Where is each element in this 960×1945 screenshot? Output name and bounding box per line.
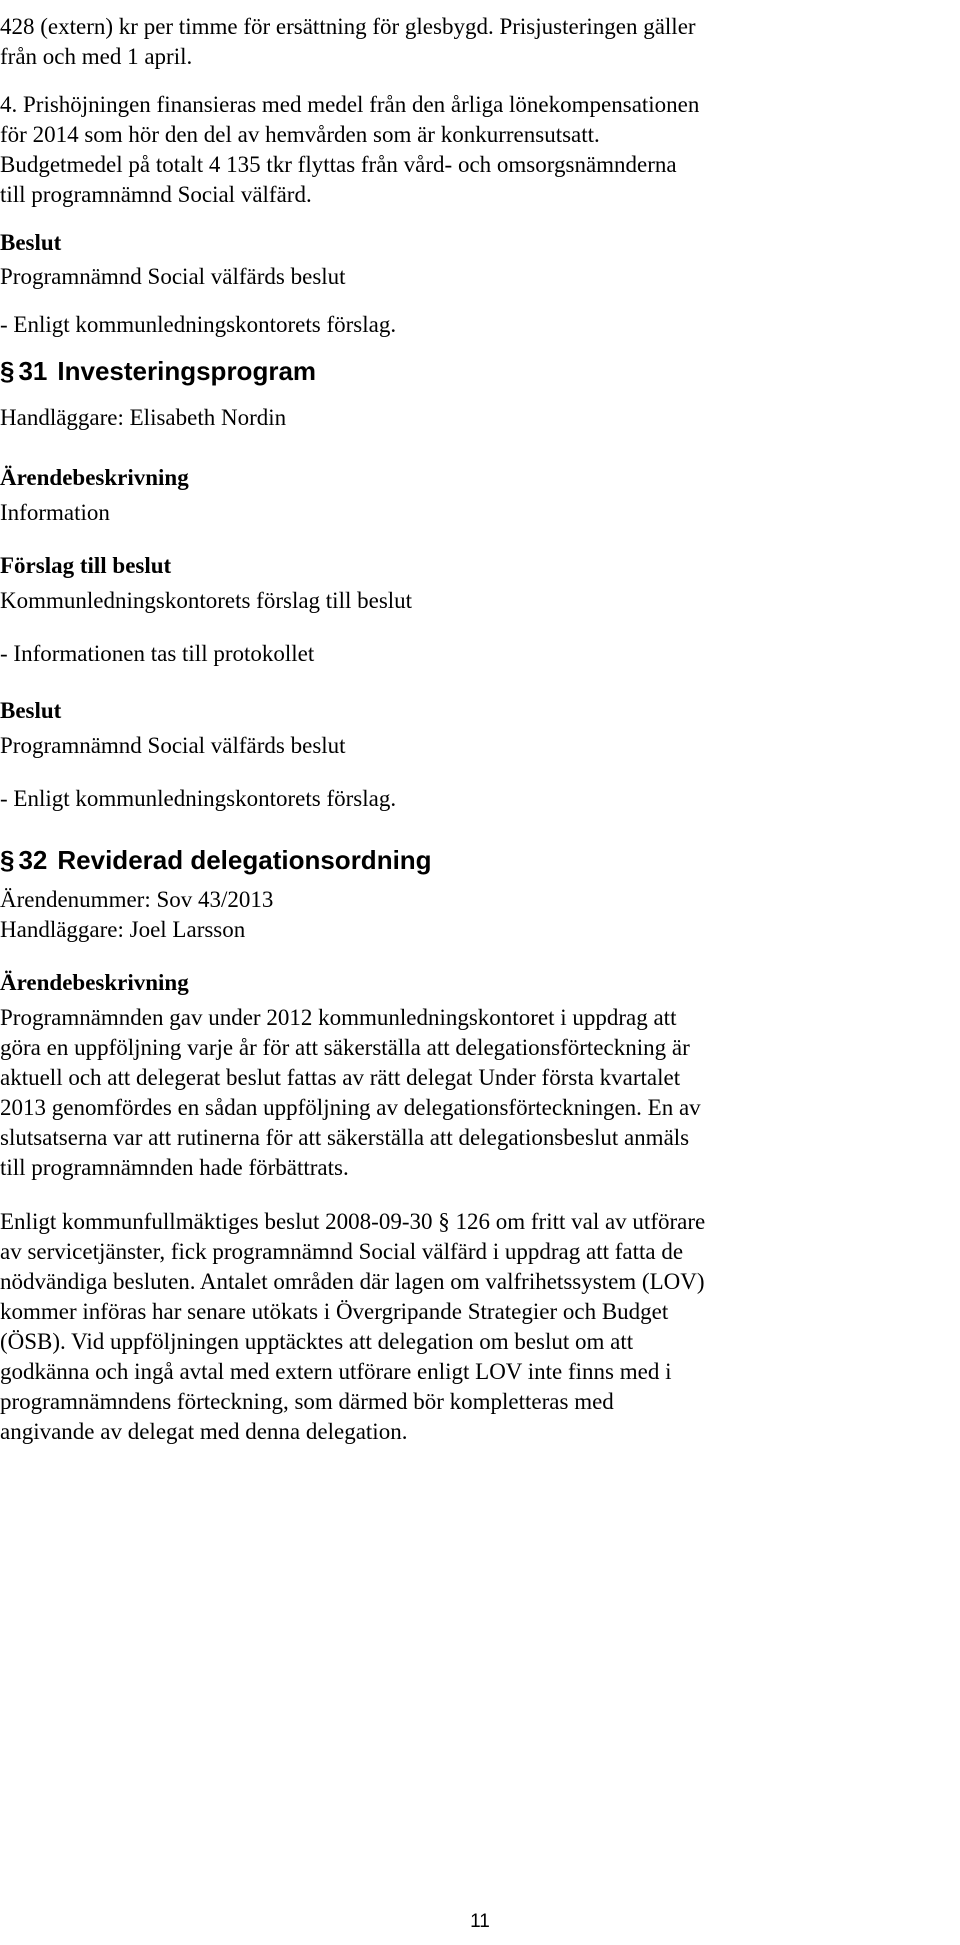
para1-line: slutsatserna var att rutinerna för att säkerställa att delegationsbeslut anmäls — [0, 1125, 690, 1150]
para1-line: till programnämnden hade förbättrats. — [0, 1155, 349, 1180]
paragraph-symbol: § — [0, 845, 15, 875]
intro-line-2: från och med 1 april. — [0, 44, 193, 69]
page-number: 11 — [470, 1911, 490, 1932]
para2-line: (ÖSB). Vid uppföljningen upptäcktes att delegation om beslut om att — [0, 1329, 634, 1354]
para2-line: angivande av delegat med denna delegation. — [0, 1419, 408, 1444]
section-31-beslut-heading: Beslut — [0, 698, 62, 723]
para1-line: Programnämnden gav under 2012 kommunledningskontoret i uppdrag att — [0, 1005, 677, 1030]
para2-line: programnämndens förteckning, som därmed bör kompletteras med — [0, 1389, 614, 1414]
section-number: 31 — [18, 356, 48, 386]
section-32-arende-heading: Ärendebeskrivning — [0, 970, 189, 995]
para2-line: kommer införas har senare utökats i Övergripande Strategier och Budget — [0, 1299, 669, 1324]
item4-line-3: Budgetmedel på totalt 4 135 tkr flyttas från vård- och omsorgsnämnderna — [0, 152, 677, 177]
item4-line-4: till programnämnd Social välfärd. — [0, 182, 312, 207]
item4-line-1: 4. Prishöjningen finansieras med medel från den årliga lönekompensationen — [0, 92, 700, 117]
para1-line: 2013 genomfördes en sådan uppföljning av delegationsförteckningen. En av — [0, 1095, 701, 1120]
paragraph-symbol: § — [0, 356, 15, 386]
section-31-beslut-body: Programnämnd Social välfärds beslut — [0, 733, 346, 758]
section-31-heading — [0, 354, 316, 388]
para1-line: göra en uppföljning varje år för att säkerställa att delegationsförteckning är — [0, 1035, 690, 1060]
intro-line-1: 428 (extern) kr per timme för ersättning för glesbygd. Prisjusteringen gäller — [0, 14, 696, 39]
paragraph-symbol: § — [438, 1209, 450, 1234]
section-31-arende-heading: Ärendebeskrivning — [0, 465, 189, 490]
para1-line: aktuell och att delegerat beslut fattas av rätt delegat Under första kvartalet — [0, 1065, 681, 1090]
section-31-forslag-heading: Förslag till beslut — [0, 553, 172, 578]
beslut-decision: - Enligt kommunledningskontorets förslag. — [0, 312, 397, 337]
para2-line-first — [0, 1207, 705, 1237]
section-number: 32 — [18, 845, 48, 875]
item4-line-2: för 2014 som hör den del av hemvården som är konkurrensutsatt. — [0, 122, 600, 147]
section-31-forslag-item: - Informationen tas till protokollet — [0, 641, 315, 666]
section-title: Investeringsprogram — [57, 356, 317, 386]
section-31-forslag-body: Kommunledningskontorets förslag till beslut — [0, 588, 413, 613]
section-31-arende-body: Information — [0, 500, 110, 525]
section-31-handlaggare: Handläggare: Elisabeth Nordin — [0, 405, 287, 430]
section-title: Reviderad delegationsordning — [57, 845, 432, 875]
para2-first-before: Enligt kommunfullmäktiges beslut 2008-09-30 — [0, 1209, 433, 1234]
section-32-heading — [0, 843, 432, 877]
para2-first-after: 126 om fritt val av utförare — [455, 1209, 706, 1234]
beslut-heading: Beslut — [0, 230, 62, 255]
section-32-arendenummer: Ärendenummer: Sov 43/2013 — [0, 887, 274, 912]
para2-line: av servicetjänster, fick programnämnd Social välfärd i uppdrag att fatta de — [0, 1239, 684, 1264]
beslut-body: Programnämnd Social välfärds beslut — [0, 264, 346, 289]
para2-line: nödvändiga besluten. Antalet områden där lagen om valfrihetssystem (LOV) — [0, 1269, 705, 1294]
section-32-handlaggare: Handläggare: Joel Larsson — [0, 917, 246, 942]
section-31-beslut-item: - Enligt kommunledningskontorets förslag. — [0, 786, 397, 811]
para2-line: godkänna och ingå avtal med extern utförare enligt LOV inte finns med i — [0, 1359, 672, 1384]
